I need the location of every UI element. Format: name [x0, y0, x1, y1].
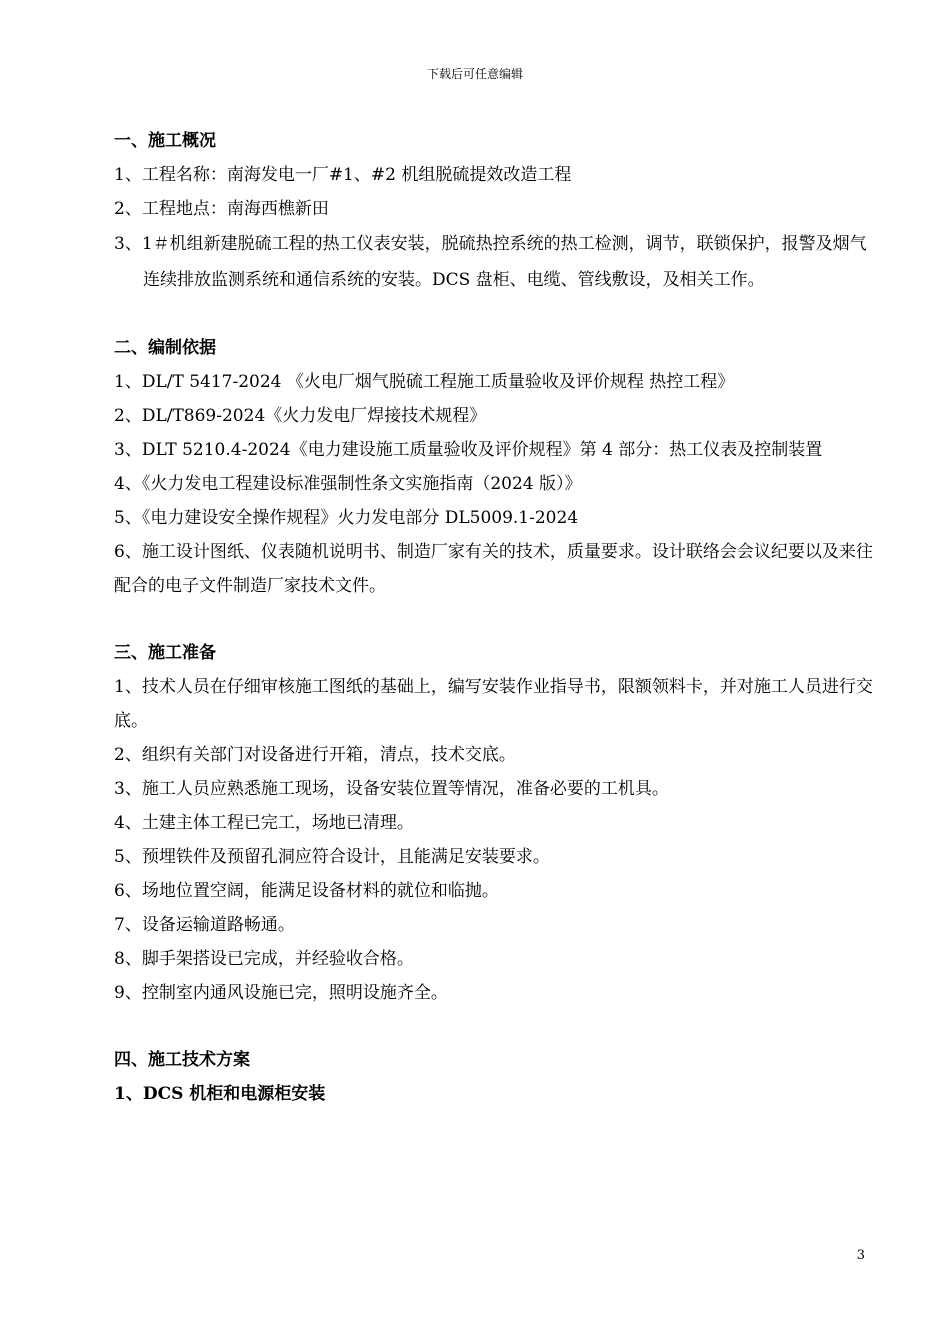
list-item: 3、施工人员应熟悉施工现场，设备安装位置等情况，准备必要的工机具。	[114, 779, 669, 799]
section-preparation	[114, 636, 874, 1010]
list-item: 5、《电力建设安全操作规程》火力发电部分 DL5009.1-2024	[114, 508, 579, 528]
list-item: 8、脚手架搭设已完成，并经验收合格。	[114, 949, 414, 969]
page-header: 下载后可任意编辑	[426, 67, 523, 81]
section-heading: 二、编制依据	[114, 338, 216, 358]
list-item: 6、施工设计图纸、仪表随机说明书、制造厂家有关的技术，质量要求。设计联络会会议纪要以及来往配合的电子文件制造厂家技术文件。	[114, 542, 873, 596]
document-body	[114, 124, 874, 1111]
list-item: 7、设备运输道路畅通。	[114, 915, 295, 935]
list-item: 2、工程地点：南海西樵新田	[114, 199, 329, 219]
list-item: 9、控制室内通风设施已完，照明设施齐全。	[114, 983, 448, 1003]
list-item: 5、预埋铁件及预留孔洞应符合设计，且能满足安装要求。	[114, 847, 550, 867]
list-item: 1、技术人员在仔细审核施工图纸的基础上，编写安装作业指导书，限额领料卡，并对施工人员进行交底。	[114, 677, 873, 731]
list-item: 3、DLT 5210.4-2024《电力建设施工质量验收及评价规程》第 4 部分：热工仪表及控制装置	[114, 440, 823, 460]
page-number: 3	[856, 1248, 865, 1263]
section-overview	[114, 124, 874, 298]
subsection-heading: 1、DCS 机柜和电源柜安装	[114, 1084, 326, 1104]
list-item: 3、1＃机组新建脱硫工程的热工仪表安装，脱硫热控系统的热工检测，调节，联锁保护，报警及烟气连续排放监测系统和通信系统的安装。DCS 盘柜、电缆、管线敷设，及相关工作。	[114, 234, 867, 290]
section-basis	[114, 331, 874, 603]
list-item: 6、场地位置空阔，能满足设备材料的就位和临抛。	[114, 881, 499, 901]
list-item: 1、工程名称：南海发电一厂#1、#2 机组脱硫提效改造工程	[114, 165, 572, 185]
section-heading: 四、施工技术方案	[114, 1050, 250, 1070]
section-technical-plan	[114, 1043, 874, 1111]
list-item: 2、DL/T869-2024《火力发电厂焊接技术规程》	[114, 406, 487, 426]
list-item: 4、《火力发电工程建设标准强制性条文实施指南（2024 版）》	[114, 474, 582, 494]
list-item: 2、组织有关部门对设备进行开箱，清点，技术交底。	[114, 745, 516, 765]
list-item: 4、土建主体工程已完工，场地已清理。	[114, 813, 414, 833]
section-heading: 三、施工准备	[114, 643, 216, 663]
list-item: 1、DL/T 5417-2024 《火电厂烟气脱硫工程施工质量验收及评价规程 热控工程》	[114, 372, 735, 392]
section-heading: 一、施工概况	[114, 131, 216, 151]
